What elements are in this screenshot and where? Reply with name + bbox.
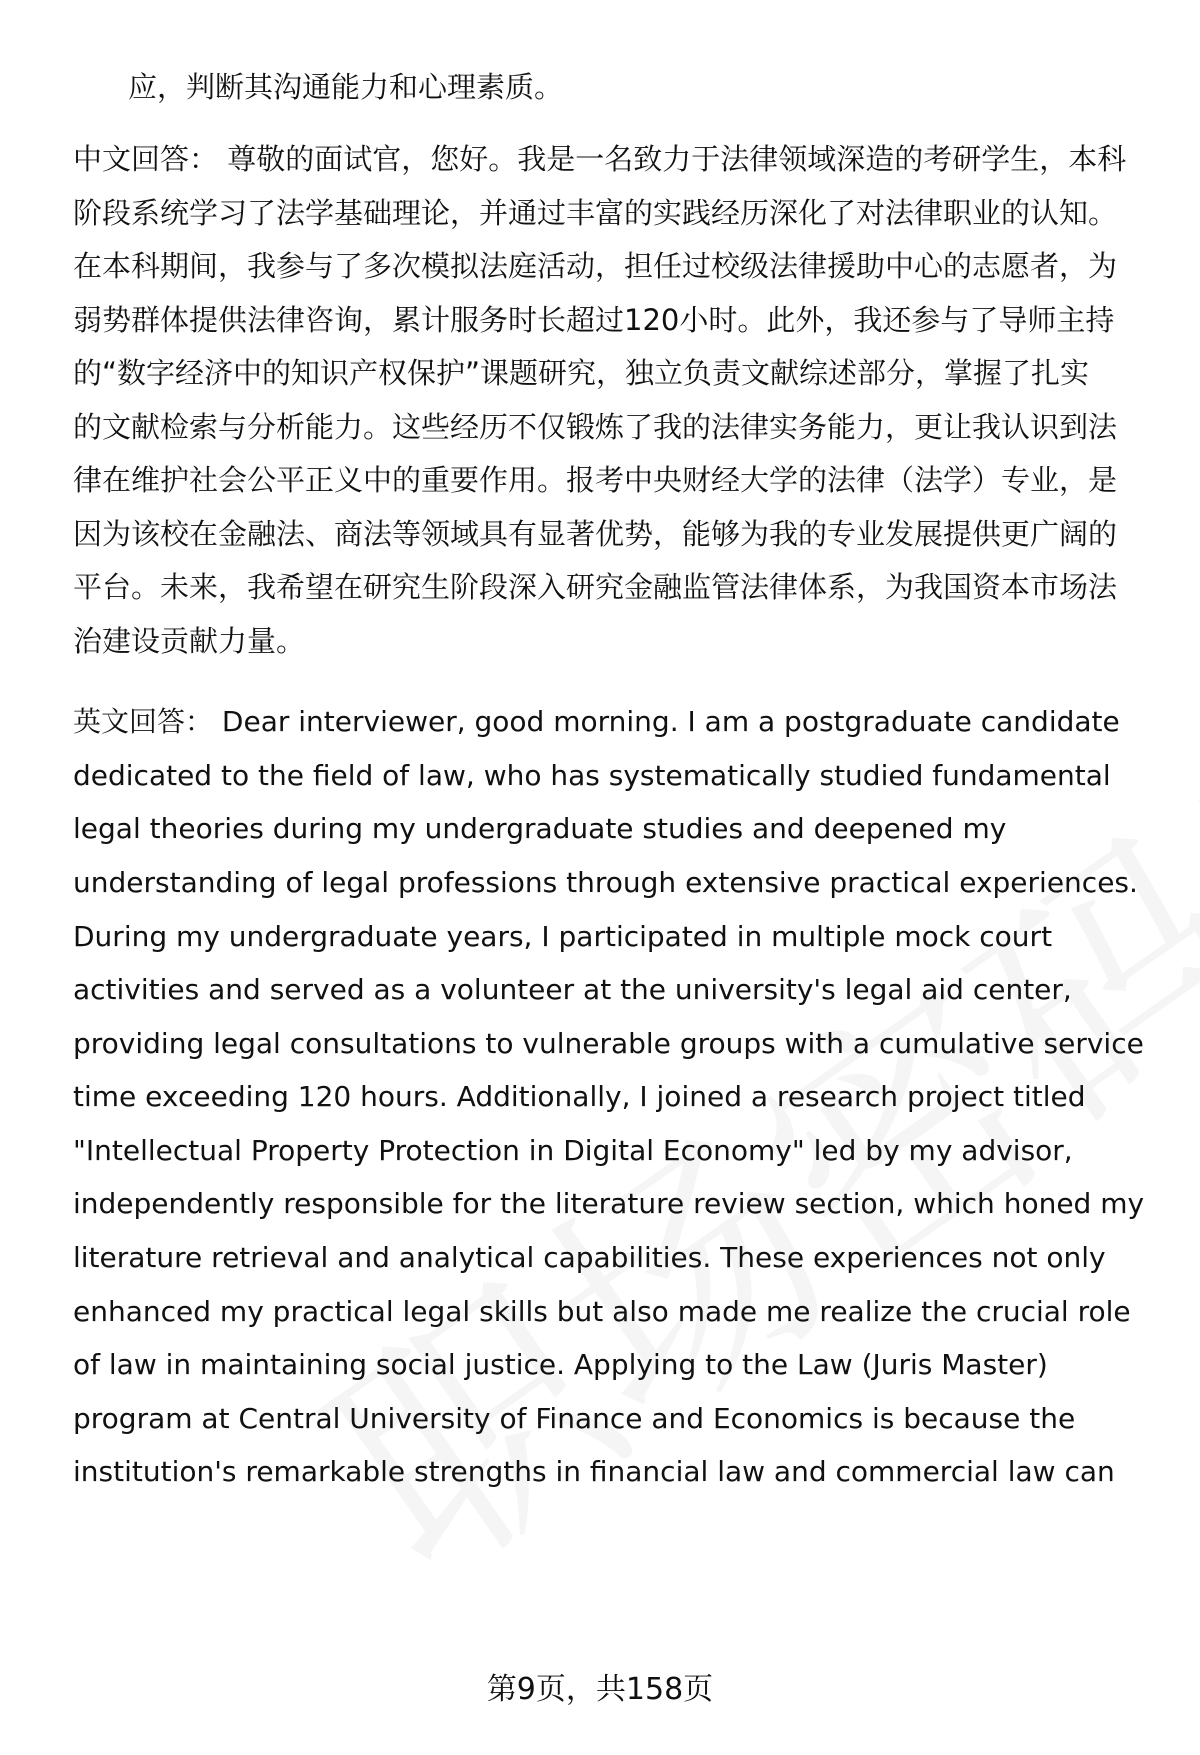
- english-line: independently responsible for the literature review section, which honed my: [73, 1187, 1145, 1220]
- chinese-line: 的“数字经济中的知识产权保护”课题研究，独立负责文献综述部分，掌握了扎实: [73, 356, 1090, 390]
- english-line: time exceeding 120 hours. Additionally, I joined a research project titled: [73, 1080, 1086, 1113]
- english-line: 英文回答： Dear interviewer, good morning. I am a postgraduate candidate: [73, 705, 1120, 738]
- chinese-line: 律在维护社会公平正义中的重要作用。报考中央财经大学的法律（法学）专业，是: [73, 463, 1118, 497]
- chinese-line: 阶段系统学习了法学基础理论，并通过丰富的实践经历深化了对法律职业的认知。: [73, 196, 1118, 230]
- intro-tail: 应，判断其沟通能力和心理素质。: [128, 70, 564, 104]
- english-line: understanding of legal professions through extensive practical experiences.: [73, 866, 1138, 899]
- english-line: of law in maintaining social justice. Applying to the Law (Juris Master): [73, 1348, 1048, 1381]
- english-line: enhanced my practical legal skills but also made me realize the crucial role: [73, 1295, 1131, 1328]
- english-line: During my undergraduate years, I participated in multiple mock court: [73, 920, 1053, 953]
- english-line: providing legal consultations to vulnerable groups with a cumulative service: [73, 1027, 1144, 1060]
- english-line: institution's remarkable strengths in financial law and commercial law can: [73, 1455, 1115, 1488]
- chinese-line: 在本科期间，我参与了多次模拟法庭活动，担任过校级法律援助中心的志愿者，为: [73, 249, 1118, 283]
- english-line: dedicated to the field of law, who has systematically studied fundamental: [73, 759, 1111, 792]
- chinese-line: 治建设贡献力量。: [73, 624, 306, 658]
- english-line: program at Central University of Finance and Economics is because the: [73, 1402, 1076, 1435]
- chinese-line: 的文献检索与分析能力。这些经历不仅锻炼了我的法律实务能力，更让我认识到法: [73, 410, 1118, 444]
- english-line: legal theories during my undergraduate studies and deepened my: [73, 812, 1007, 845]
- chinese-line: 因为该校在金融法、商法等领域具有显著优势，能够为我的专业发展提供更广阔的: [73, 517, 1118, 551]
- chinese-line: 平台。未来，我希望在研究生阶段深入研究金融监管法律体系，为我国资本市场法: [73, 570, 1118, 604]
- english-line: activities and served as a volunteer at the university's legal aid center,: [73, 973, 1072, 1006]
- chinese-line: 中文回答： 尊敬的面试官，您好。我是一名致力于法律领域深造的考研学生，本科: [73, 142, 1127, 176]
- english-line: literature retrieval and analytical capabilities. These experiences not only: [73, 1241, 1106, 1274]
- page-number: 第9页，共158页: [486, 1672, 714, 1707]
- chinese-line: 弱势群体提供法律咨询，累计服务时长超过120小时。此外，我还参与了导师主持: [73, 303, 1115, 337]
- english-line: "Intellectual Property Protection in Digital Economy" led by my advisor,: [73, 1134, 1073, 1167]
